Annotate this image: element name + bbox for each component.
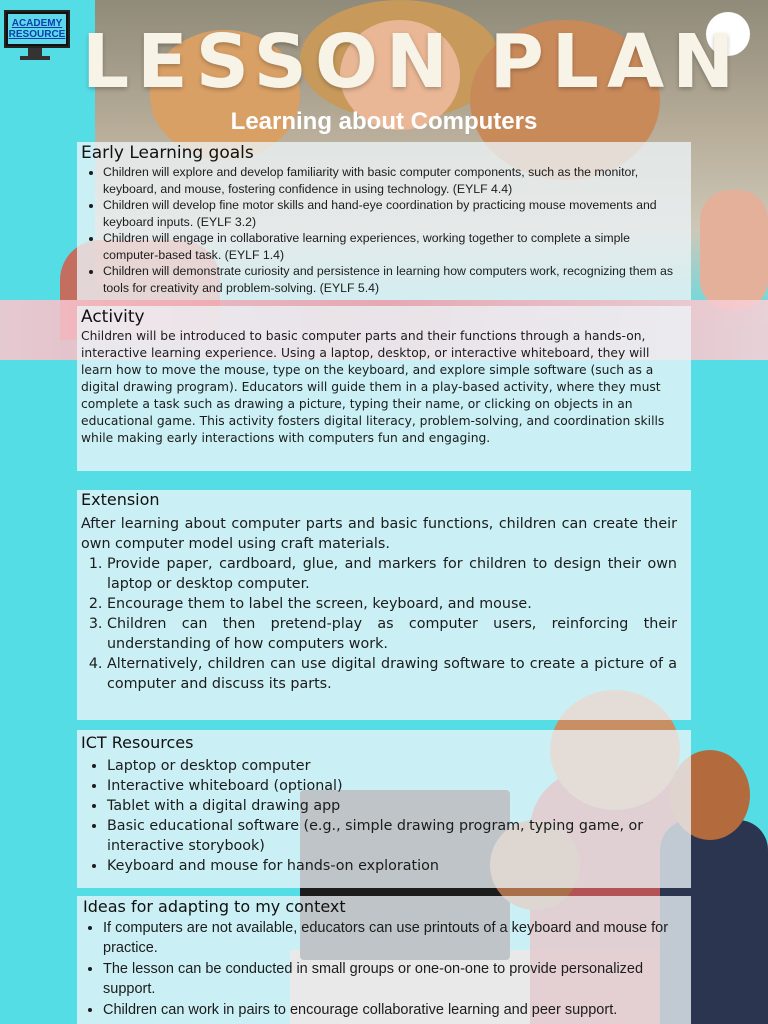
early-learning-goals-section	[77, 142, 691, 300]
extension-heading: Extension	[81, 490, 160, 509]
ict-heading: ICT Resources	[81, 733, 194, 752]
list-item: 2. Encourage them to label the screen, keyboard, and mouse.	[107, 594, 677, 614]
list-item: • Interactive whiteboard (optional)	[107, 776, 683, 796]
extension-steps	[81, 554, 677, 694]
activity-text: Children will be introduced to basic computer parts and their functions through a hands-on, interactive learning experience. Using a laptop, desktop, or interactive whiteboard, they will learn how to move the mouse, type on the keyboard, and explore simple software (such as a digital drawing program). Educators will guide them in a play-based activity, where they must complete a task such as drawing a picture, typing their name, or clicking on objects in an educational game. This activity fosters digital literacy, problem-solving, and coordination skills while making early interactions with computers fun and engaging.	[81, 329, 665, 445]
extension-intro: After learning about computer parts and basic functions, children can create their own computer model using craft materials.	[81, 516, 677, 552]
logo-line-2: RESOURCE	[8, 29, 66, 40]
ideas-list	[83, 918, 683, 1020]
ict-resources-section	[77, 730, 691, 888]
logo-monitor-base	[20, 56, 50, 60]
goals-heading: Early Learning goals	[81, 143, 254, 163]
goals-list	[81, 164, 683, 296]
list-item: • Tablet with a digital drawing app	[107, 796, 683, 816]
page-subtitle: Learning about Computers	[230, 108, 538, 135]
list-item: • Children will engage in collaborative learning experiences, working together to complete a simple computer-based task. (EYLF 1.4)	[103, 230, 683, 263]
extension-section	[77, 490, 691, 720]
list-item: 4. Alternatively, children can use digital drawing software to create a picture of a computer and discuss its parts.	[107, 654, 677, 694]
list-item: • The lesson can be conducted in small groups or one-on-one to provide personalized support.	[103, 959, 683, 999]
ideas-heading: Ideas for adapting to my context	[83, 897, 346, 916]
list-item: 3. Children can then pretend-play as computer users, reinforcing their understanding of how computers work.	[107, 614, 677, 654]
logo-monitor-stand	[28, 48, 42, 56]
activity-heading: Activity	[81, 307, 145, 327]
page-title: LESSON PLAN	[82, 19, 743, 105]
list-item: • Children will develop fine motor skills and hand-eye coordination by practicing mouse movements and keyboard inputs. (EYLF 3.2)	[103, 197, 683, 230]
list-item: • Basic educational software (e.g., simple drawing program, typing game, or interactive storybook)	[107, 816, 683, 856]
list-item: • Children can work in pairs to encourage collaborative learning and peer support.	[103, 1000, 683, 1020]
list-item: • Children will demonstrate curiosity and persistence in learning how computers work, recognizing them as tools for creativity and problem-solving. (EYLF 5.4)	[103, 263, 683, 296]
logo-line-1: ACADEMY	[11, 18, 63, 29]
academy-resource-logo[interactable]	[4, 10, 70, 48]
list-item: • Children will explore and develop familiarity with basic computer components, such as the monitor, keyboard, and mouse, fostering confidence in using technology. (EYLF 4.4)	[103, 164, 683, 197]
list-item: 1. Provide paper, cardboard, glue, and markers for children to design their own laptop or desktop computer.	[107, 554, 677, 594]
list-item: • If computers are not available, educators can use printouts of a keyboard and mouse for practice.	[103, 918, 683, 958]
list-item: • Keyboard and mouse for hands-on exploration	[107, 856, 683, 876]
activity-section	[77, 306, 691, 471]
list-item: • Laptop or desktop computer	[107, 756, 683, 776]
adapting-ideas-section	[77, 896, 691, 1024]
ict-list	[81, 756, 683, 876]
